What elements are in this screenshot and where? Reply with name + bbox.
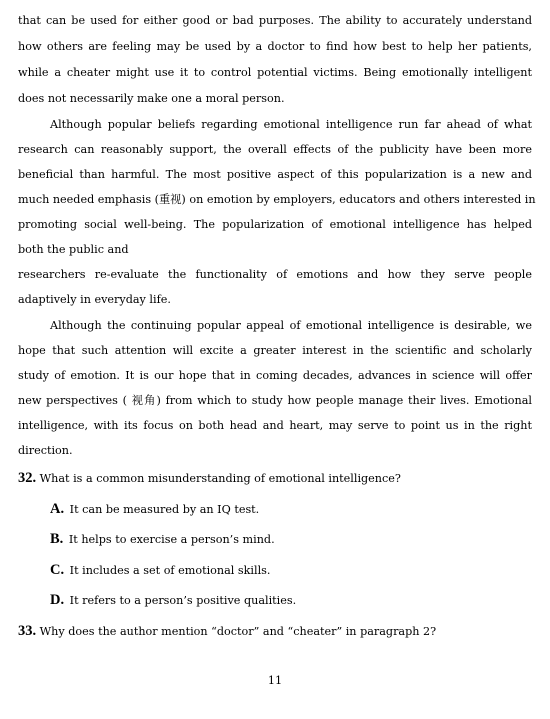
passage-line: while a cheater might use it to control potential victims. Being emotionally intelligent [18,66,532,79]
passage-line: both the public and [18,243,129,256]
passage-line: promoting social well-being. The popularization of emotional intelligence has helped [18,218,532,231]
option-text: It refers to a person’s positive qualities. [69,594,297,607]
option-text: It includes a set of emotional skills. [69,564,271,577]
passage-line: direction. [18,444,73,457]
passage-line: much needed emphasis (重视) on emotion by employers, educators and others interested in [18,193,536,206]
passage-line: how others are feeling may be used by a doctor to find how best to help her patients, [18,40,532,53]
passage-line: beneficial than harmful. The most positive aspect of this popularization is a new and [18,168,532,181]
passage-line: does not necessarily make one a moral person. [18,92,285,105]
passage-line: hope that such attention will excite a greater interest in the scientific and scholarly [18,344,532,357]
option-c [50,559,270,582]
option-d [50,589,296,612]
option-letter: C. [50,562,65,578]
passage-line: study of emotion. It is our hope that in coming decades, advances in science will offer [18,369,532,382]
passage-line: research can reasonably support, the overall effects of the publicity have been more [18,143,532,156]
option-b [50,528,275,551]
question-number: 32. [18,470,37,486]
option-letter: A. [50,501,65,517]
question-32 [18,467,401,490]
question-33 [18,620,436,643]
option-a [50,498,259,521]
passage-line: intelligence, with its focus on both head and heart, may serve to point us in the right [18,419,532,432]
question-text: What is a common misunderstanding of emotional intelligence? [36,472,401,485]
page-number: 11 [267,674,283,687]
option-text: It can be measured by an IQ test. [69,503,260,516]
option-letter: B. [50,531,64,547]
passage-line: Although popular beliefs regarding emotional intelligence run far ahead of what [50,118,532,131]
passage-line: adaptively in everyday life. [18,293,171,306]
question-number: 33. [18,623,37,639]
question-text: Why does the author mention “doctor” and “cheater” in paragraph 2? [36,625,437,638]
passage-line: researchers re-evaluate the functionality of emotions and how they serve people [18,268,532,281]
passage-line: Although the continuing popular appeal of emotional intelligence is desirable, we [50,319,532,332]
option-text: It helps to exercise a person’s mind. [68,533,275,546]
passage-line: that can be used for either good or bad purposes. The ability to accurately understand [18,14,532,27]
option-letter: D. [50,592,65,608]
passage-line: new perspectives ( 视角) from which to study how people manage their lives. Emotional [18,394,532,407]
